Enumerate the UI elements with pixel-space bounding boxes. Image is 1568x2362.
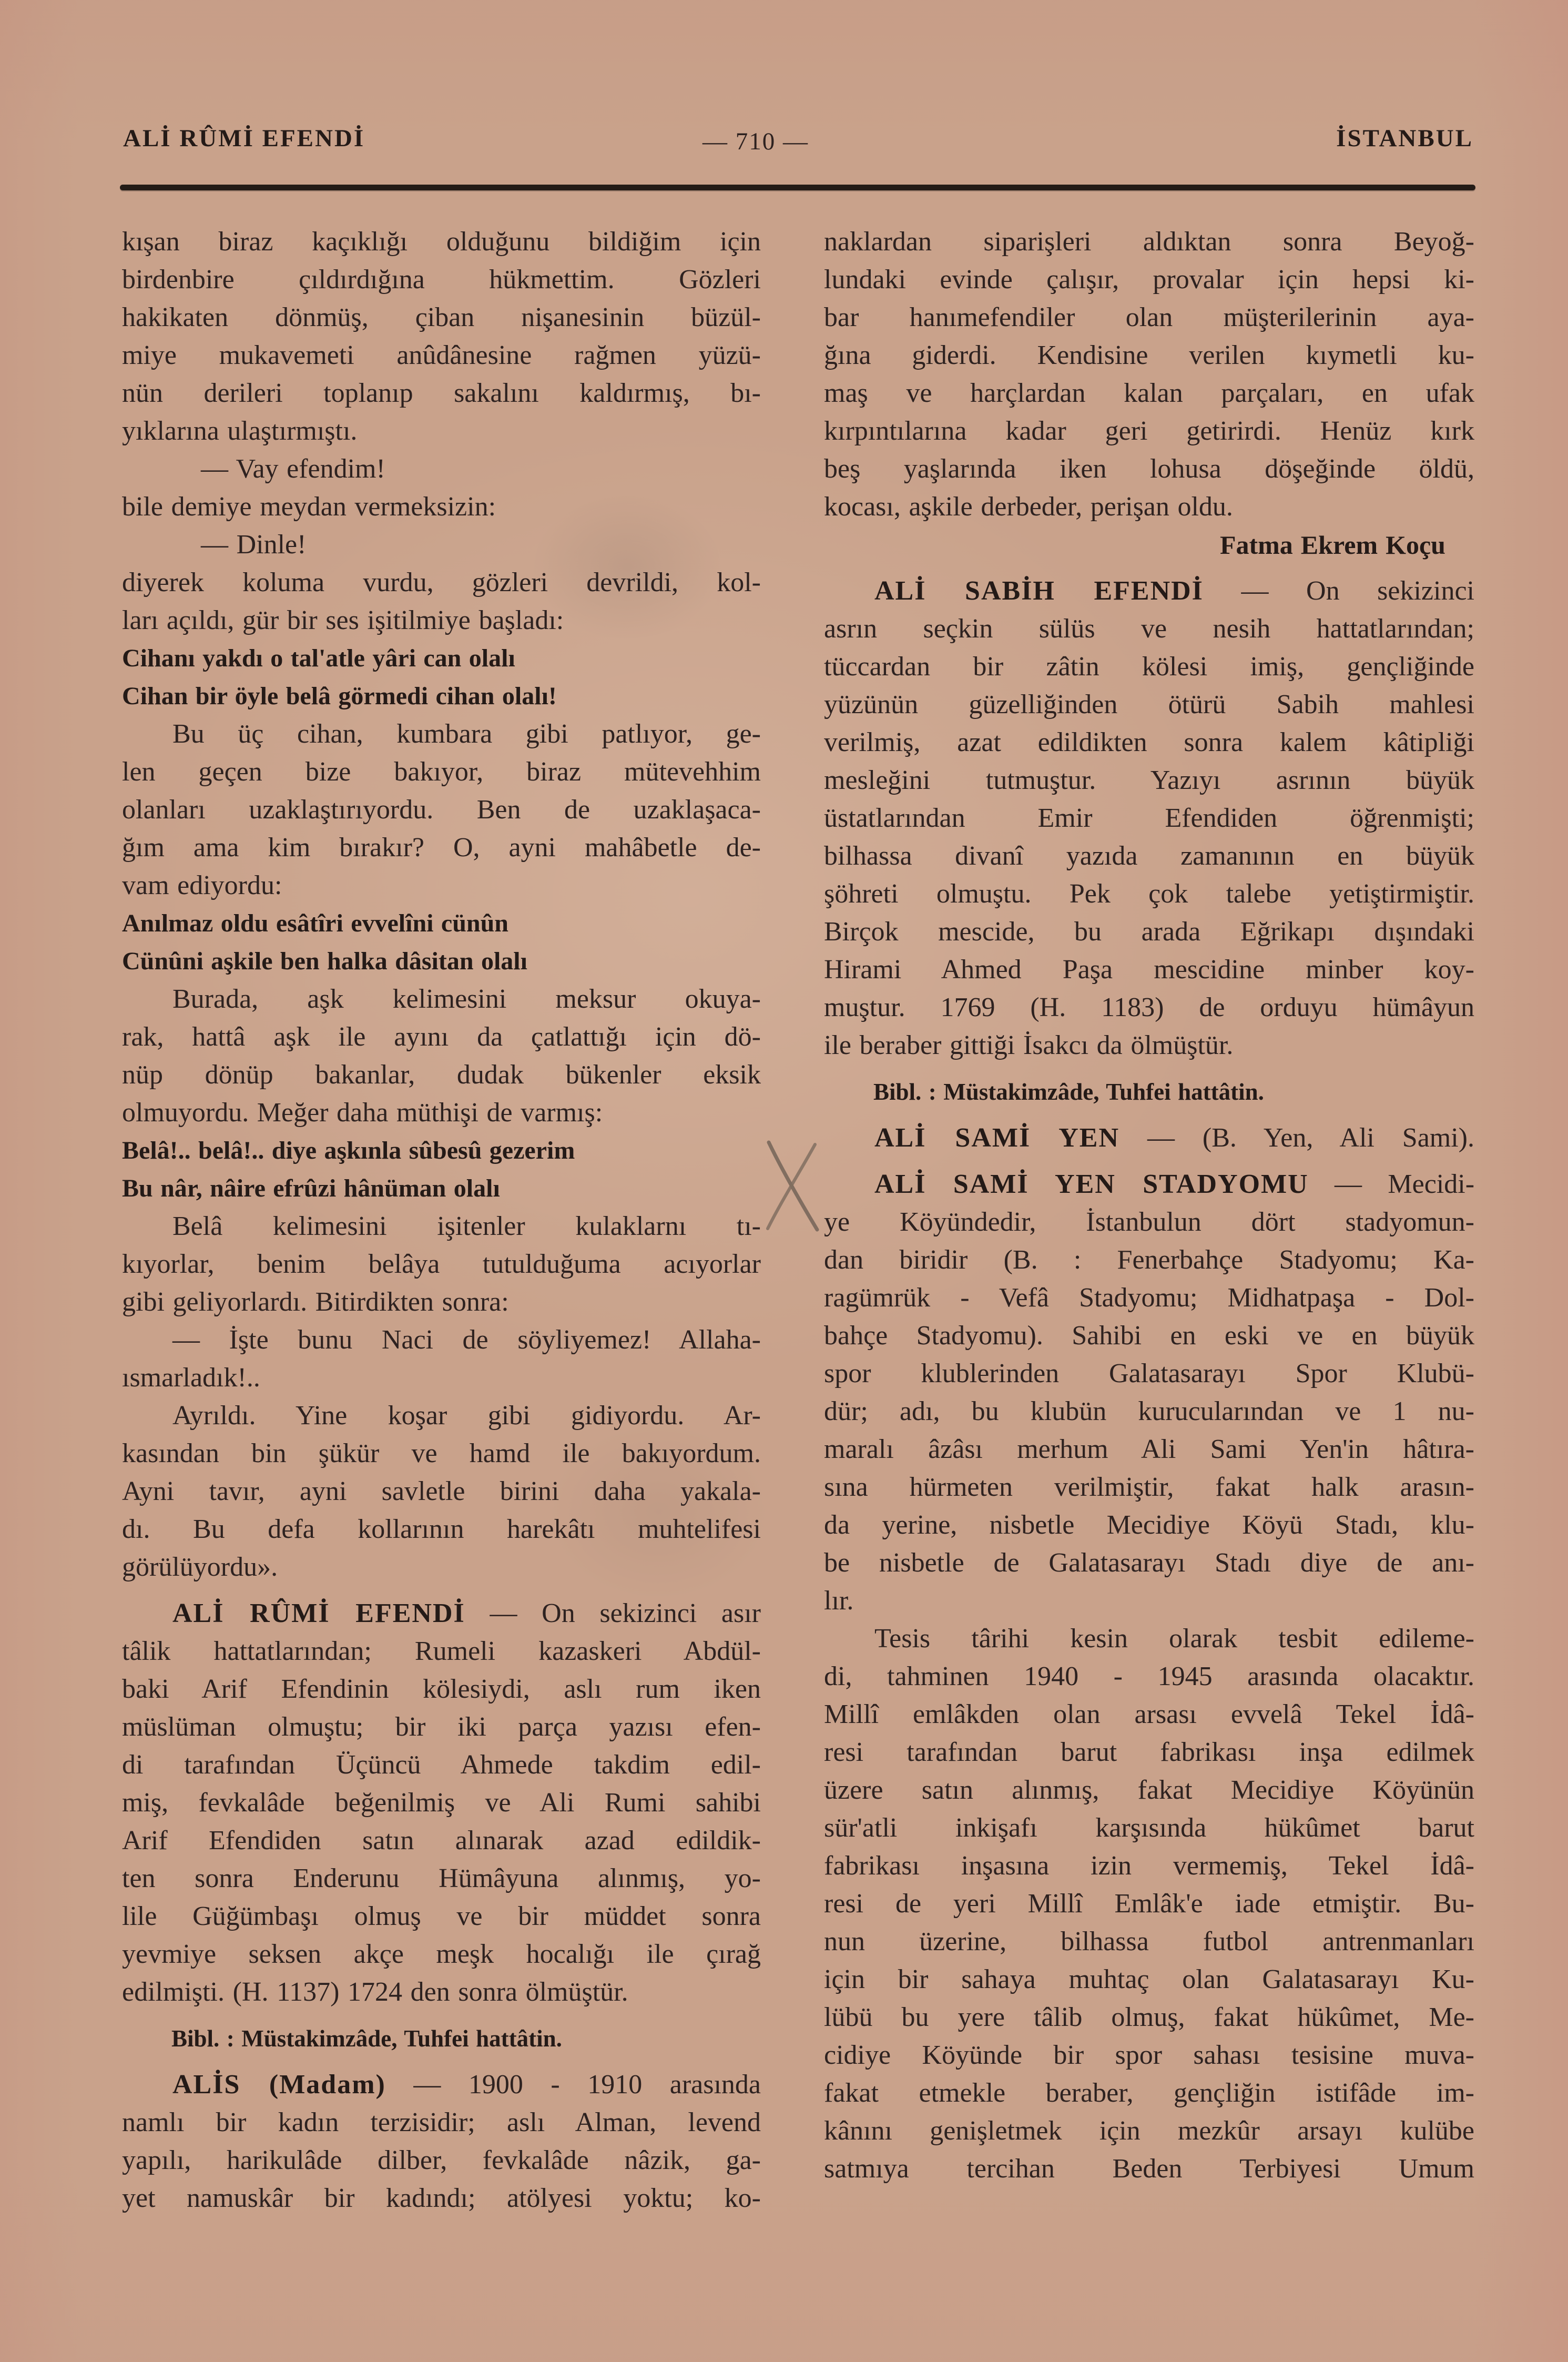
text-line: mesleğini tutmuştur. Yazıyı asrının büyük <box>824 765 1474 795</box>
paragraph-block <box>122 564 761 640</box>
text-line: tüccardan bir zâtin kölesi imiş, gençliğinde <box>824 652 1474 682</box>
page-number: — 710 — <box>702 128 809 155</box>
text-line: Belâ kelimesini işitenler kulaklarnı tı- <box>172 1211 761 1241</box>
text-line: resi de yeri Millî Emlâk'e iade etmiştir. Bu- <box>824 1889 1474 1919</box>
dialogue-block <box>122 450 761 488</box>
text-line: vam ediyordu: <box>122 870 282 900</box>
text-line: Ayni tavır, ayni savletle birini daha yakala- <box>122 1476 761 1506</box>
bibl-block <box>824 1073 1474 1111</box>
text-line: ALİ RÛMİ EFENDİ — On sekizinci asır <box>172 1598 761 1628</box>
paragraph-block <box>122 1208 761 1321</box>
text-line: spor klublerinden Galatasarayı Spor Klubü- <box>824 1359 1474 1388</box>
text-line: beş yaşlarında iken lohusa döşeğinde öldü, <box>824 454 1474 484</box>
entry-block <box>122 1595 761 2011</box>
text-line: bilhassa divanî yazıda zamanının en büyük <box>824 841 1474 871</box>
text-line: hakikaten dönmüş, çiban nişanesinin büzül- <box>122 302 761 332</box>
entry-heading: ALİ RÛMİ EFENDİ <box>172 1598 465 1628</box>
text-line: lile Güğümbaşı olmuş ve bir müddet sonra <box>122 1901 761 1931</box>
text-line: lundaki evinde çalışır, provalar için hepsi ki- <box>824 265 1474 295</box>
text-line: dı. Bu defa kollarının harekâtı muhtelifesi <box>122 1514 761 1544</box>
running-title-right: İSTANBUL <box>1336 125 1473 152</box>
text-line: verilmiş, azat edildikten sonra kalem kâtipliği <box>824 727 1474 757</box>
text-line: Bibl. : Müstakimzâde, Tuhfei hattâtin. <box>873 1079 1264 1105</box>
text-line: asrın seçkin sülüs ve nesih hattatlarından; <box>824 614 1474 644</box>
entry-block <box>824 1165 1474 1620</box>
text-line: len geçen bize bakıyor, biraz mütevehhim <box>122 757 761 787</box>
text-line: kasından bin şükür ve hamd ile bakıyordum. <box>122 1438 761 1468</box>
text-line: Bibl. : Müstakimzâde, Tuhfei hattâtin. <box>171 2025 562 2052</box>
verse-block <box>122 640 761 715</box>
text-line: kocası, aşkile derbeder, perişan oldu. <box>824 492 1233 522</box>
text-line: Hirami Ahmed Paşa mescidine minber koy- <box>824 955 1474 985</box>
text-line: ragümrük - Vefâ Stadyomu; Midhatpaşa - Dol- <box>824 1283 1474 1313</box>
text-line: Anılmaz oldu esâtîri evvelîni cünûn <box>122 909 508 937</box>
text-line: Birçok mescide, bu arada Eğrikapı dışındaki <box>824 917 1474 947</box>
text-line: kışan biraz kaçıklığı olduğunu bildiğim için <box>122 227 761 257</box>
text-line: edilmişti. (H. 1137) 1724 den sonra ölmüştür. <box>122 1977 628 2007</box>
text-line: tâlik hattatlarından; Rumeli kazaskeri Abdül- <box>122 1636 761 1666</box>
text-line: müslüman olmuştu; bir iki parça yazısı efen- <box>122 1712 761 1742</box>
text-line: ten sonra Enderunu Hümâyuna alınmış, yo- <box>122 1863 761 1893</box>
right-column <box>824 223 1474 2217</box>
text-line: görülüyordu». <box>122 1552 278 1582</box>
text-line: Burada, aşk kelimesini meksur okuya- <box>172 984 761 1014</box>
paragraph-block <box>824 223 1474 526</box>
text-line: miş, fevkalâde beğenilmiş ve Ali Rumi sahibi <box>122 1788 761 1818</box>
text-line: di, tahminen 1940 - 1945 arasında olacaktır. <box>824 1661 1474 1691</box>
text-line: Cünûni aşkile ben halka dâsitan olalı <box>122 947 527 975</box>
paragraph-block <box>122 715 761 905</box>
text-line: ısmarladık!.. <box>122 1363 260 1393</box>
text-line: sür'atli inkişafı karşısında hükûmet barut <box>824 1813 1474 1843</box>
text-line: ile beraber gittiği İsakcı da ölmüştür. <box>824 1030 1234 1060</box>
text-line: lır. <box>824 1586 854 1616</box>
text-line: bahçe Stadyomu). Sahibi en eski ve en büyük <box>824 1321 1474 1351</box>
running-title-left: ALİ RÛMİ EFENDİ <box>123 125 365 152</box>
text-line: dan biridir (B. : Fenerbahçe Stadyomu; Ka- <box>824 1245 1474 1275</box>
paragraph-block <box>122 488 761 526</box>
text-line: yüzünün güzelliğinden ötürü Sabih mahlesi <box>824 690 1474 719</box>
text-line: nun üzerine, bilhassa futbol antrenmanları <box>824 1927 1474 1956</box>
paragraph-block <box>122 1321 761 1397</box>
text-line: cidiye Köyünde bir spor sahası tesisine muva- <box>824 2040 1474 2070</box>
entry-block <box>824 572 1474 1065</box>
dialogue-block <box>122 526 761 564</box>
text-line: maralı âzâsı merhum Ali Sami Yen'in hâtıra- <box>824 1434 1474 1464</box>
text-line: kıyorlar, benim belâya tutulduğuma acıyorlar <box>122 1249 761 1279</box>
text-line: — İşte bunu Naci de söyliyemez! Allaha- <box>172 1325 761 1355</box>
text-line: Belâ!.. belâ!.. diye aşkınla sûbesû gezerim <box>122 1137 575 1164</box>
entry-heading: ALİ SAMİ YEN <box>874 1123 1119 1153</box>
text-line: baki Arif Efendinin kölesiydi, aslı rum iken <box>122 1674 761 1704</box>
verse-block <box>122 905 761 980</box>
text-line: ALİS (Madam) — 1900 - 1910 arasında <box>172 2070 761 2100</box>
text-line: Tesis târihi kesin olarak tesbit edileme- <box>874 1624 1474 1654</box>
signature-block <box>824 526 1474 564</box>
text-line: ğına giderdi. Kendisine verilen kıymetli ku- <box>824 340 1474 370</box>
text-line: ye Köyündedir, İstanbulun dört stadyomun- <box>824 1207 1474 1237</box>
text-line: ğım ama kim bırakır? O, ayni mahâbetle de- <box>122 833 761 863</box>
text-line: Ayrıldı. Yine koşar gibi gidiyordu. Ar- <box>172 1401 761 1431</box>
text-line: bile demiye meydan vermeksizin: <box>122 492 496 522</box>
paragraph-block <box>122 980 761 1132</box>
text-line: Arif Efendiden satın alınarak azad edildik- <box>122 1826 761 1856</box>
text-line: nüp dönüp bakanlar, dudak bükenler eksik <box>122 1060 761 1090</box>
text-line: Bu nâr, nâire efrûzi hânüman olalı <box>122 1174 500 1202</box>
text-line: şöhreti olmuştu. Pek çok talebe yetiştirmiştir. <box>824 879 1474 909</box>
header-rule <box>120 185 1475 190</box>
text-line: muştur. 1769 (H. 1183) de orduyu hümâyun <box>824 992 1474 1022</box>
text-line: rak, hattâ aşk ile ayını da çatlattığı için dö- <box>122 1022 761 1052</box>
text-line: fakat etmekle beraber, gençliğin istifâde im- <box>824 2078 1474 2108</box>
text-line: fabrikası inşasına izin vermemiş, Tekel İdâ- <box>824 1851 1474 1881</box>
paragraph-block <box>122 1397 761 1586</box>
text-line: için bir sahaya muhtaç olan Galatasarayı Ku- <box>824 1964 1474 1994</box>
text-line: naklardan siparişleri aldıktan sonra Beyoğ- <box>824 227 1474 257</box>
text-line: nün derileri toplanıp sakalını kaldırmış, bı- <box>122 378 761 408</box>
text-line: ları açıldı, gür bir ses işitilmiye başladı: <box>122 605 564 635</box>
text-line: olanları uzaklaştırıyordu. Ben de uzaklaşaca- <box>122 795 761 825</box>
text-line: üzere satın alınmış, fakat Mecidiye Köyünün <box>824 1775 1474 1805</box>
entry-block <box>824 1119 1474 1157</box>
text-line: Bu üç cihan, kumbara gibi patlıyor, ge- <box>172 719 761 749</box>
text-line: resi tarafından barut fabrikası inşa edilmek <box>824 1737 1474 1767</box>
text-line: — Dinle! <box>201 530 307 560</box>
paragraph-block <box>122 223 761 450</box>
verse-block <box>122 1132 761 1208</box>
text-line: üstatlarından Emir Efendiden öğrenmişti; <box>824 803 1474 833</box>
text-line: Cihan bir öyle belâ görmedi cihan olalı! <box>122 682 557 710</box>
bibl-block <box>122 2020 761 2057</box>
entry-heading: ALİ SAMİ YEN STADYOMU <box>874 1169 1309 1199</box>
text-line: diyerek koluma vurdu, gözleri devrildi, kol- <box>122 567 761 597</box>
text-line: kânını genişletmek için mezkûr arsayı kulübe <box>824 2116 1474 2146</box>
text-line: Cihanı yakdı o tal'atle yâri can olalı <box>122 644 515 672</box>
text-line: lübü bu yere tâlib olmuş, fakat hükûmet, Me- <box>824 2002 1474 2032</box>
entry-heading: ALİS (Madam) <box>172 2070 386 2100</box>
text-line: miye mukavemeti anûdânesine rağmen yüzü- <box>122 340 761 370</box>
text-line: yet namuskâr bir kadındı; atölyesi yoktu; ko- <box>122 2183 761 2213</box>
text-line: di tarafından Üçüncü Ahmede takdim edil- <box>122 1750 761 1780</box>
entry-heading: ALİ SABİH EFENDİ <box>874 576 1204 606</box>
text-line: satmıya tercihan Beden Terbiyesi Umum <box>824 2154 1474 2184</box>
text-line: bar hanımefendiler olan müşterilerinin aya- <box>824 302 1474 332</box>
text-line: Millî emlâkden olan arsası evvelâ Tekel İdâ- <box>824 1699 1474 1729</box>
text-line: Fatma Ekrem Koçu <box>1219 530 1445 560</box>
text-line: kırpıntılarına kadar geri getirirdi. Henüz kırk <box>824 416 1474 446</box>
text-line: yıklarına ulaştırmıştı. <box>122 416 358 446</box>
text-line: namlı bir kadın terzisidir; aslı Alman, levend <box>122 2107 761 2137</box>
text-line: yapılı, harikulâde dilber, fevkalâde nâzik, ga- <box>122 2145 761 2175</box>
text-line: dür; adı, bu klubün kurucularından ve 1 nu- <box>824 1396 1474 1426</box>
text-line: sına hürmeten verilmiştir, fakat halk arasın- <box>824 1472 1474 1502</box>
text-line: ALİ SABİH EFENDİ — On sekizinci <box>874 576 1474 606</box>
text-line: be nisbetle de Galatasarayı Stadı diye de anı- <box>824 1548 1474 1578</box>
left-column <box>122 223 761 2217</box>
text-line: ALİ SAMİ YEN STADYOMU — Mecidi- <box>874 1169 1475 1199</box>
text-line: gibi geliyorlardı. Bitirdikten sonra: <box>122 1287 509 1317</box>
text-line: da yerine, nisbetle Mecidiye Köyü Stadı, klu- <box>824 1510 1474 1540</box>
text-line: birdenbire çıldırdığına hükmettim. Gözleri <box>122 265 761 295</box>
text-line: maş ve harçlardan kalan parçaları, en ufak <box>824 378 1474 408</box>
entry-block <box>122 2066 761 2217</box>
paragraph-block <box>824 1620 1474 2188</box>
text-line: yevmiye seksen akçe meşk hocalığı ile çırağ <box>122 1939 761 1969</box>
text-line: ALİ SAMİ YEN — (B. Yen, Ali Sami). <box>874 1123 1474 1153</box>
pencil-x-annotation <box>761 1136 824 1236</box>
text-line: olmuyordu. Meğer daha müthişi de varmış: <box>122 1098 603 1128</box>
text-line: — Vay efendim! <box>201 454 385 484</box>
